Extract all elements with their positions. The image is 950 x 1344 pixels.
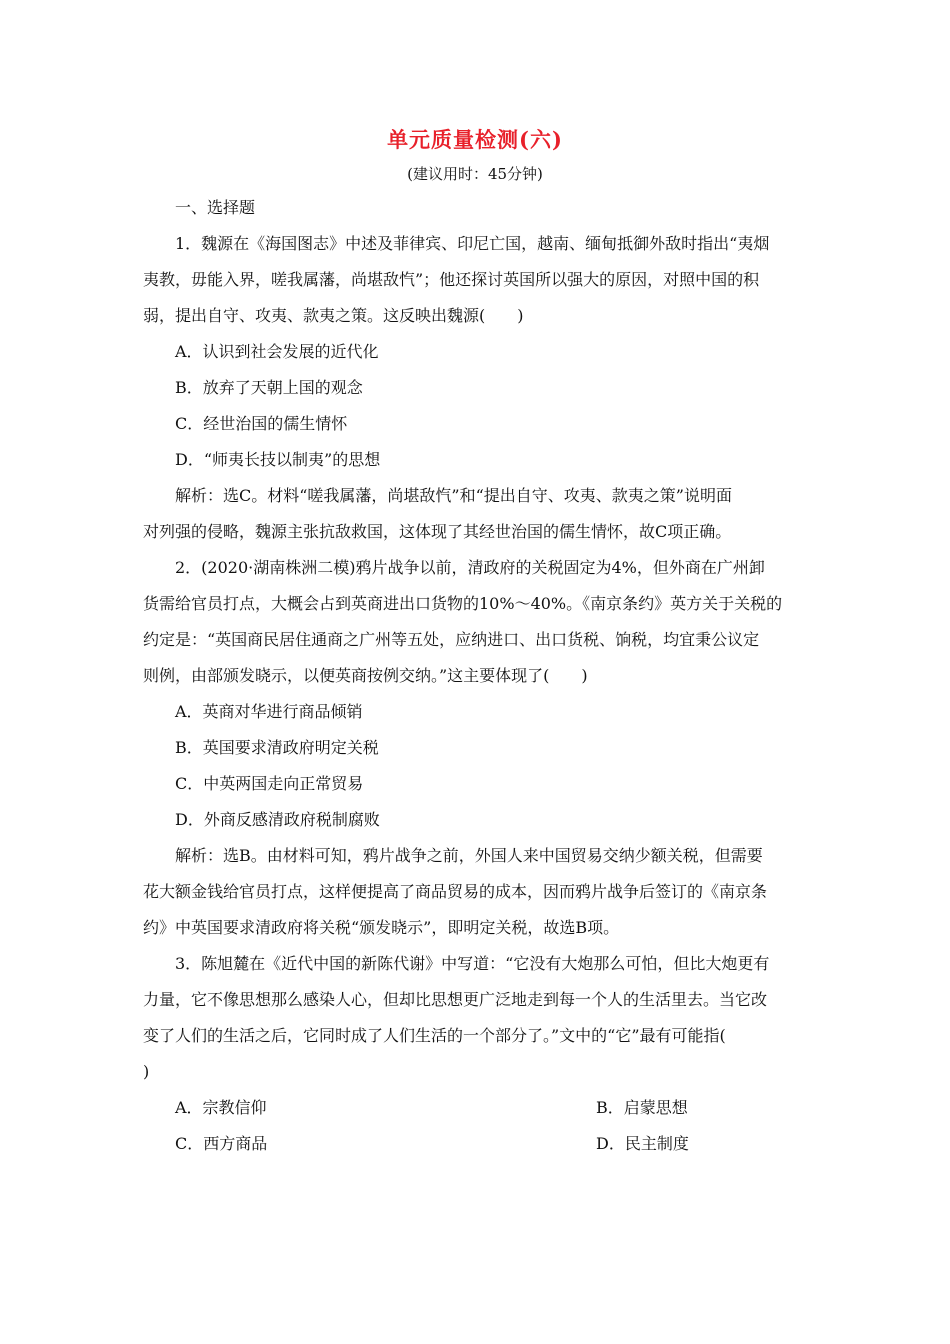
option-d: D．民主制度	[596, 1134, 689, 1153]
analysis-line: 约》中英国要求清政府将关税“颁发晓示”，即明定关税，故选B项。	[143, 918, 620, 937]
option-b: B．放弃了天朝上国的观念	[175, 378, 363, 397]
option-a: A．认识到社会发展的近代化	[175, 342, 379, 361]
question-text-line: 货需给官员打点，大概会占到英商进出口货物的10%～40%。《南京条约》英方关于关税的	[143, 594, 783, 613]
analysis-line: 解析：选B。由材料可知，鸦片战争之前，外国人来中国贸易交纳少额关税，但需要	[175, 846, 763, 865]
question-text-line: 力量，它不像思想那么感染人心，但却比思想更广泛地走到每一个人的生活里去。当它改	[143, 990, 768, 1009]
analysis-line: 对列强的侵略，魏源主张抗敌救国，这体现了其经世治国的儒生情怀，故C项正确。	[143, 522, 732, 541]
question-text-line: 3．陈旭麓在《近代中国的新陈代谢》中写道：“它没有大炮那么可怕，但比大炮更有	[175, 954, 770, 973]
page-title: 单元质量检测(六)	[387, 127, 563, 152]
option-row	[143, 1126, 809, 1162]
question-text-line: 1．魏源在《海国图志》中述及菲律宾、印尼亡国，越南、缅甸抵御外敌时指出“夷烟	[175, 234, 770, 253]
time-hint: (建议用时：45分钟)	[407, 165, 543, 183]
option-b: B．启蒙思想	[596, 1098, 688, 1117]
question-1	[143, 226, 809, 550]
question-text-line: 变了人们的生活之后，它同时成了人们生活的一个部分了。”文中的“它”最有可能指(	[143, 1026, 726, 1045]
question-text-line: 则例，由部颁发晓示，以便英商按例交纳。”这主要体现了( )	[143, 666, 588, 685]
section-heading: 一、选择题	[175, 198, 256, 217]
question-text-line: 2．(2020·湖南株洲二模)鸦片战争以前，清政府的关税固定为4%，但外商在广州卸	[175, 558, 765, 577]
question-content	[143, 190, 809, 1162]
option-b: B．英国要求清政府明定关税	[175, 738, 379, 757]
analysis-line: 解析：选C。材料“嗟我属藩，尚堪敌忾”和“提出自守、攻夷、款夷之策”说明面	[175, 486, 732, 505]
option-c: C．西方商品	[175, 1134, 268, 1153]
question-text-line: 弱，提出自守、攻夷、款夷之策。这反映出魏源( )	[143, 306, 524, 325]
option-c: C．经世治国的儒生情怀	[175, 414, 348, 433]
option-a: A．宗教信仰	[175, 1098, 267, 1117]
option-d: D．“师夷长技以制夷”的思想	[175, 450, 381, 469]
option-a: A．英商对华进行商品倾销	[175, 702, 363, 721]
question-text-line: 约定是：“英国商民居住通商之广州等五处，应纳进口、出口货税、饷税，均宜秉公议定	[143, 630, 760, 649]
question-3	[143, 946, 809, 1162]
option-d: D．外商反感清政府税制腐败	[175, 810, 380, 829]
question-text-line: )	[143, 1062, 150, 1081]
question-text-line: 夷教，毋能入界，嗟我属藩，尚堪敌忾”；他还探讨英国所以强大的原因，对照中国的积	[143, 270, 760, 289]
analysis-line: 花大额金钱给官员打点，这样便提高了商品贸易的成本，因而鸦片战争后签订的《南京条	[143, 882, 768, 901]
question-2	[143, 550, 809, 946]
option-row	[143, 1090, 809, 1126]
option-c: C．中英两国走向正常贸易	[175, 774, 364, 793]
